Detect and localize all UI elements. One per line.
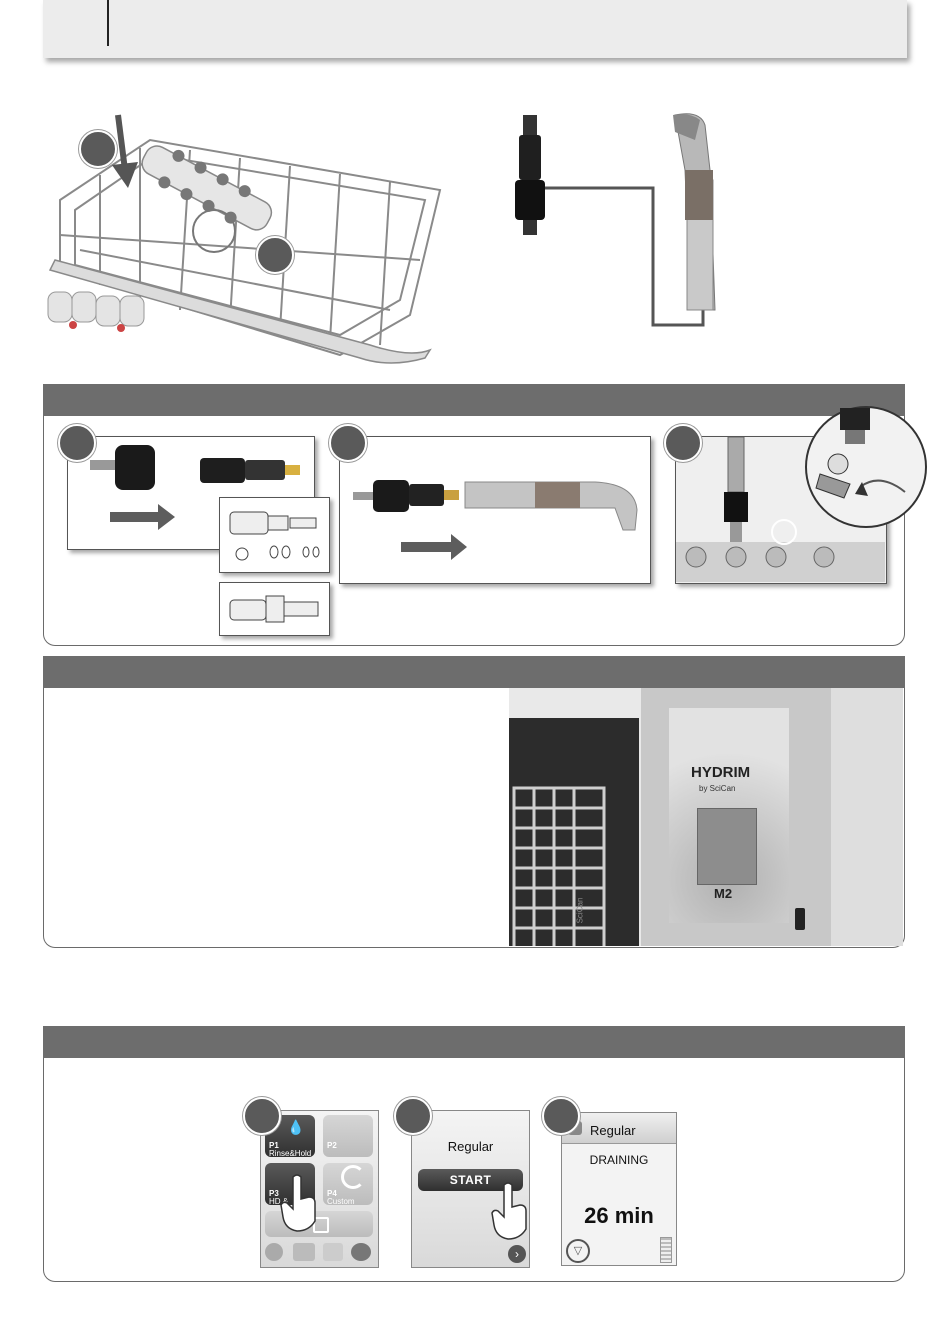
section-bar-3	[43, 1026, 905, 1058]
detergent-icon[interactable]	[323, 1243, 343, 1261]
droplet-icon: 💧	[287, 1119, 305, 1135]
program-menu-screen	[260, 1110, 379, 1268]
zoom-detail-illustration	[800, 402, 932, 532]
program-p4-name: Custom	[327, 1197, 355, 1206]
coupler-handpiece-illustration	[505, 110, 735, 330]
section-bar-1	[43, 384, 905, 416]
step-marker-screen-1	[243, 1097, 281, 1135]
step-marker-screen-3	[542, 1097, 580, 1135]
next-arrow-icon[interactable]: ›	[508, 1245, 526, 1263]
step-marker-screen-2	[394, 1097, 432, 1135]
brand-subtitle: by SciCan	[699, 784, 736, 793]
power-switch[interactable]	[795, 908, 805, 930]
program-p1-name: Rinse&Hold	[269, 1149, 312, 1158]
usb-icon[interactable]	[293, 1243, 315, 1261]
page-header-bar	[43, 0, 907, 58]
step-marker-c	[664, 424, 702, 462]
coupler-to-handpiece-illustration	[345, 470, 645, 560]
custom-cycle-icon	[341, 1165, 365, 1189]
model-label: M2	[714, 886, 733, 901]
start-button[interactable]: START	[418, 1169, 523, 1191]
step-marker-a	[58, 424, 96, 462]
pointing-hand-icon	[279, 1173, 319, 1233]
section-bar-2	[43, 656, 905, 688]
washer-panel	[669, 708, 789, 923]
running-program-name: Regular	[590, 1123, 636, 1138]
program-p2-code: P2	[327, 1141, 337, 1150]
program-p4-button[interactable]	[323, 1163, 373, 1205]
progress-gauge	[660, 1237, 672, 1263]
status-icon[interactable]	[265, 1243, 283, 1261]
step-marker-2	[256, 236, 294, 274]
program-p3-code: P3	[269, 1189, 279, 1198]
coupler-parts-illustration	[224, 502, 324, 566]
selected-program-label: Regular	[447, 1139, 494, 1154]
coupler-assembled-illustration	[224, 588, 324, 628]
program-p3-name: HD &	[269, 1197, 289, 1206]
time-remaining: 26 min	[584, 1203, 654, 1228]
cycle-status: DRAINING	[589, 1153, 649, 1167]
washer-side	[831, 688, 903, 946]
step-marker-b	[329, 424, 367, 462]
rack-illustration	[509, 748, 629, 946]
start-screen	[411, 1110, 530, 1268]
display-screen	[697, 808, 757, 885]
brand-name: HYDRIM	[691, 764, 751, 781]
program-p2-button[interactable]	[323, 1115, 373, 1157]
header-divider	[107, 0, 109, 46]
step-marker-1	[79, 130, 117, 168]
rack-label: SciCan	[575, 897, 585, 924]
pointing-hand-icon	[490, 1181, 530, 1241]
washer-photo	[509, 688, 903, 946]
settings-gear-icon[interactable]	[351, 1243, 371, 1261]
stop-icon[interactable]: ▽	[566, 1239, 590, 1263]
cycle-running-screen	[561, 1112, 677, 1266]
program-p1-code: P1	[269, 1141, 279, 1150]
program-p4-code: P4	[327, 1189, 337, 1198]
